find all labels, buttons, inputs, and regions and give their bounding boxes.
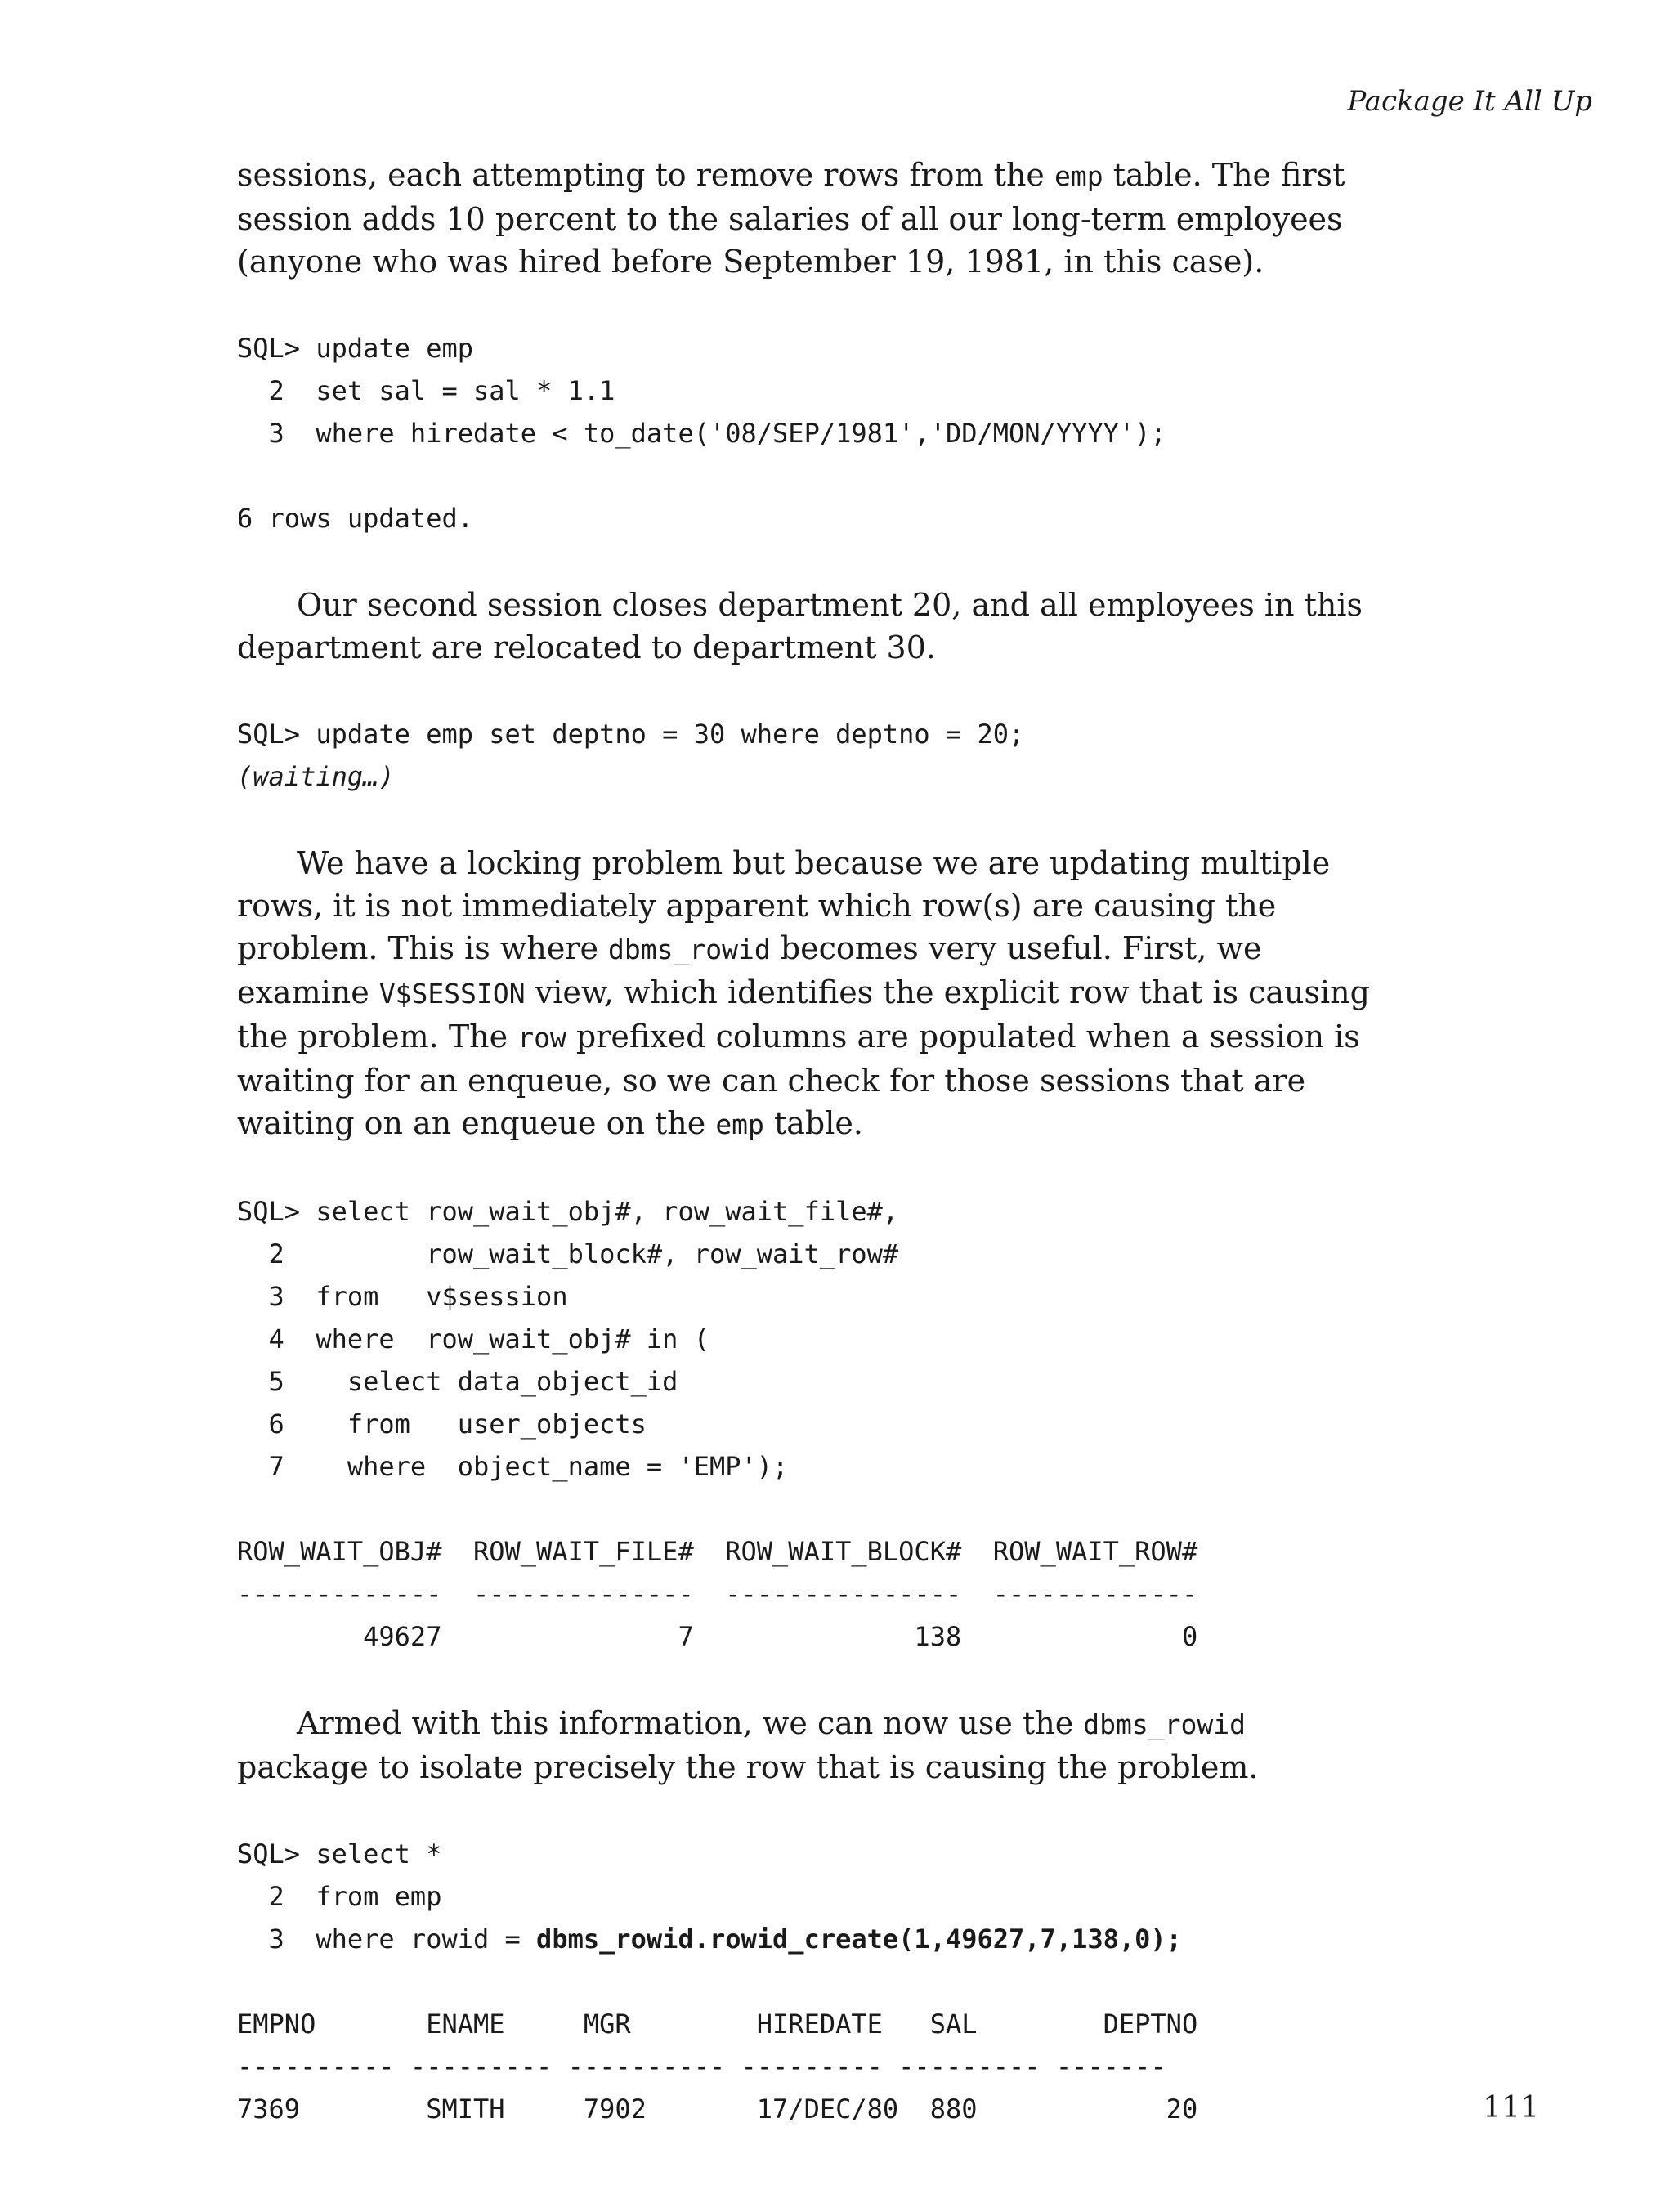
code-line-bold: dbms_rowid.rowid_create(1,49627,7,138,0); — [536, 1923, 1182, 1955]
result-row: 49627 7 138 0 — [237, 1621, 1198, 1652]
text-run: table. The first session adds 10 percent to the salaries of all our long-term employees (anyone who was hired before September 19, 1981, in this case). — [237, 157, 1345, 280]
code-line: 2 from emp — [237, 1881, 442, 1912]
result-header: ROW_WAIT_OBJ# ROW_WAIT_FILE# ROW_WAIT_BLOCK# ROW_WAIT_ROW# — [237, 1536, 1198, 1567]
code-block-update-dept — [237, 713, 1381, 798]
code-line: SQL> select * — [237, 1838, 442, 1869]
inline-code: dbms_rowid — [608, 934, 771, 965]
inline-code: emp — [715, 1108, 764, 1140]
page-number: 111 — [1483, 2091, 1539, 2125]
running-header: Package It All Up — [1347, 85, 1592, 118]
paragraph-second-session — [237, 584, 1381, 669]
text-run: Our second session closes department 20, and all employees in this department are relocated to department 30. — [237, 587, 1363, 665]
code-line: 3 from v$session — [237, 1281, 568, 1312]
inline-code: dbms_rowid — [1083, 1708, 1246, 1740]
paragraph-locking-problem — [237, 842, 1381, 1146]
paragraph-intro — [237, 154, 1381, 283]
text-run: sessions, each attempting to remove rows from the — [237, 157, 1054, 193]
result-header: EMPNO ENAME MGR HIREDATE SAL DEPTNO — [237, 2008, 1198, 2040]
text-run: view, which identifies the explicit row that is causing the problem. The — [237, 974, 1370, 1055]
code-line: 5 select data_object_id — [237, 1366, 678, 1397]
code-line: 7 where object_name = 'EMP'); — [237, 1451, 789, 1482]
code-line: SQL> update emp — [237, 333, 473, 364]
inline-code: row — [517, 1022, 566, 1054]
paragraph-armed — [237, 1702, 1381, 1789]
code-line: SQL> select row_wait_obj#, row_wait_file#, — [237, 1196, 899, 1227]
code-line: 4 where row_wait_obj# in ( — [237, 1323, 709, 1355]
inline-code: emp — [1054, 160, 1103, 192]
text-run: package to isolate precisely the row that is causing the problem. — [237, 1749, 1259, 1785]
inline-code: V$SESSION — [378, 978, 526, 1010]
code-block-select-session — [237, 1190, 1381, 1658]
text-run: prefixed columns are populated when a session is waiting for an enqueue, so we can check for those sessions that are waiting on an enqueue on the — [237, 1019, 1360, 1141]
page-content — [237, 154, 1381, 2174]
text-run: becomes very useful. First, we examine — [237, 930, 1262, 1010]
result-divider: ------------- -------------- --------------- ------------- — [237, 1578, 1198, 1610]
code-line: 3 where hiredate < to_date('08/SEP/1981','DD/MON/YYYY'); — [237, 418, 1166, 449]
code-result: 6 rows updated. — [237, 503, 473, 534]
code-line: 2 set sal = sal * 1.1 — [237, 375, 615, 406]
code-status: (waiting…) — [237, 761, 395, 792]
code-block-update-salary — [237, 327, 1381, 540]
code-line: 2 row_wait_block#, row_wait_row# — [237, 1238, 899, 1269]
result-row: 7369 SMITH 7902 17/DEC/80 880 20 — [237, 2093, 1198, 2125]
code-block-select-emp — [237, 1833, 1381, 2130]
result-divider: ---------- --------- ---------- --------- --------- ------- — [237, 2051, 1166, 2082]
code-line: SQL> update emp set deptno = 30 where deptno = 20; — [237, 719, 1025, 750]
text-run: table. — [763, 1105, 863, 1141]
code-line-prefix: 3 where rowid = — [237, 1923, 537, 1955]
code-line: 6 from user_objects — [237, 1408, 647, 1440]
text-run: Armed with this information, we can now use the — [297, 1705, 1084, 1741]
text-run: We have a locking problem but because we are updating multiple rows, it is not immediately apparent which row(s) are causing the problem. This is where — [237, 845, 1331, 966]
